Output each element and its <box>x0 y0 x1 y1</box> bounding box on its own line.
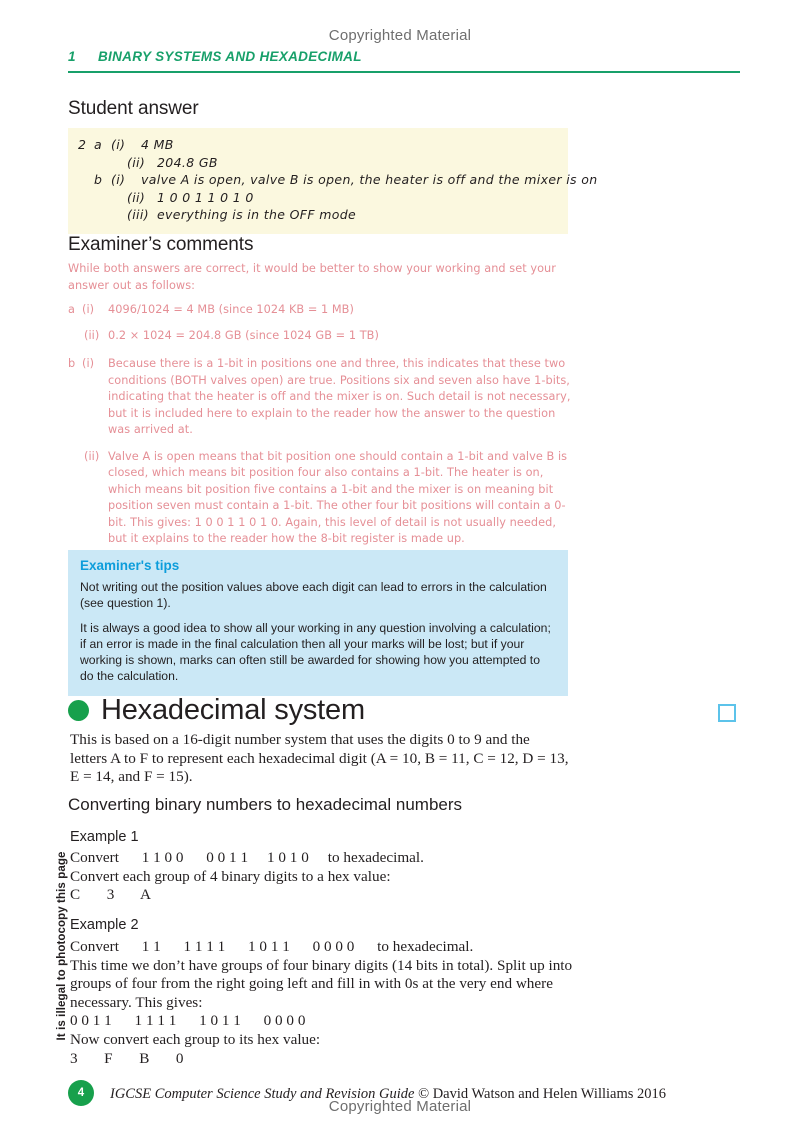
example1-heading: Example 1 <box>70 829 139 845</box>
examiner-tips-paragraph: Not writing out the position values above each digit can lead to errors in the calculation (see question 1). <box>80 580 547 610</box>
examiner-comment-item <box>68 328 578 345</box>
example1-hex-result: C 3 A <box>70 886 152 904</box>
comment-text: 4096/1024 = 4 MB (since 1024 KB = 1 MB) <box>108 303 354 316</box>
comment-text: 0.2 × 1024 = 204.8 GB (since 1024 GB = 1 TB) <box>108 328 379 342</box>
roman-label: (ii) <box>127 154 146 170</box>
student-answer-line <box>78 171 598 189</box>
example1-instruction: Convert each group of 4 binary digits to a hex value: <box>70 867 391 885</box>
topic-checkbox[interactable] <box>718 704 736 722</box>
example2-convert-line <box>70 938 590 957</box>
example2-padded-binary: 0 0 1 1 1 1 1 1 1 0 1 1 0 0 0 0 <box>70 1012 306 1030</box>
example2-heading: Example 2 <box>70 917 139 933</box>
roman-label: (ii) <box>84 449 100 463</box>
examiner-comments-body <box>68 261 578 557</box>
comment-text: Valve A is open means that bit position one should contain a 1-bit and valve B is closed, which means bit position four also contains a 1-bit. The heater is on, which means bit position five contains a 1-bit and the mixer is on meaning bit position seven must contain a 1-bit. The other four bit positions will contain a 0-bit. This gives: 1 0 0 1 1 0 1 0. Again, this level of detail is not usually needed, but it explains to the reader how the 8-bit register is made up. <box>108 449 568 545</box>
example2-binary: 1 1 1 1 1 1 1 0 1 1 0 0 0 0 <box>141 938 355 955</box>
chapter-title: BINARY SYSTEMS AND HEXADECIMAL <box>98 49 362 64</box>
question-number: 2 <box>78 137 87 152</box>
convert-label: Convert <box>70 938 119 955</box>
chapter-number: 1 <box>68 49 76 64</box>
photocopy-notice: It is illegal to photocopy this page <box>56 851 68 1041</box>
roman-label: (i) <box>111 172 126 187</box>
student-answer-line <box>78 136 558 154</box>
running-head-rule <box>68 71 740 73</box>
example1-body <box>70 849 590 905</box>
convert-label: Convert <box>70 849 119 866</box>
student-answer-line <box>78 206 558 224</box>
roman-label: (iii) <box>127 207 149 222</box>
footer-title: IGCSE Computer Science Study and Revision Guide <box>110 1086 415 1102</box>
convert-tail: to hexadecimal. <box>377 938 474 955</box>
footer-credit <box>110 1086 750 1103</box>
converting-subheading: Converting binary numbers to hexadecimal numbers <box>68 795 463 814</box>
part-letter: b <box>94 172 103 187</box>
examiner-tips-box <box>68 550 568 696</box>
answer-text: 4 MB <box>141 137 174 152</box>
example2-body <box>70 938 590 1068</box>
student-answer-heading: Student answer <box>68 98 199 119</box>
example2-instruction: Now convert each group to its hex value: <box>70 1030 321 1048</box>
answer-text: valve A is open, valve B is open, the heater is off and the mixer is on <box>141 172 598 187</box>
convert-tail: to hexadecimal. <box>327 849 424 866</box>
part-letter: a <box>68 303 75 316</box>
student-answer-line <box>78 189 558 207</box>
student-answer-lines <box>78 136 598 224</box>
answer-text: 204.8 GB <box>157 154 218 170</box>
examiner-tips-paragraph: It is always a good idea to show all your working in any question involving a calculation; if an error is made in the final calculation then all your marks will be lost; but if your working is shown, marks can often still be awarded for showing how you attempted to do the calculation. <box>80 621 551 683</box>
roman-label: (i) <box>82 303 95 316</box>
example1-binary: 1 1 0 0 0 0 1 1 1 0 1 0 <box>141 849 309 866</box>
roman-label: (i) <box>111 137 126 152</box>
green-bullet-icon <box>68 700 89 721</box>
examiner-comment-item <box>68 356 578 439</box>
example2-hex-result: 3 F B 0 <box>70 1049 184 1067</box>
answer-text: everything is in the OFF mode <box>157 207 357 222</box>
part-letter: b <box>68 357 76 370</box>
running-head <box>68 49 740 64</box>
roman-label: (i) <box>82 357 95 370</box>
roman-label: (ii) <box>84 328 100 342</box>
examiner-comments-intro: While both answers are correct, it would be better to show your working and set your answer out as follows: <box>68 262 556 292</box>
roman-label: (ii) <box>127 189 146 205</box>
footer-copyright: © David Watson and Helen Williams 2016 <box>418 1086 667 1102</box>
hexadecimal-intro <box>70 731 570 787</box>
watermark-bottom: Copyrighted Material <box>328 1098 472 1115</box>
examiner-tips-title: Examiner's tips <box>80 558 180 573</box>
watermark-top: Copyrighted Material <box>328 27 472 44</box>
page-number-badge: 4 <box>68 1080 94 1106</box>
student-answer-box <box>68 128 598 234</box>
examiner-comment-item <box>68 302 578 319</box>
hexadecimal-heading: Hexadecimal system <box>101 694 365 726</box>
answer-text: 1 0 0 1 1 0 1 0 <box>157 189 254 205</box>
example1-convert-line <box>70 849 590 868</box>
hexadecimal-heading-row <box>68 694 740 726</box>
part-letter: a <box>94 137 103 152</box>
hexadecimal-intro-text: This is based on a 16-digit number system that uses the digits 0 to 9 and the letters A to F to represent each hexadecimal digit (A = 10, B = 11, C = 12, D = 13, E = 14, and F = 15). <box>70 731 569 786</box>
student-answer-line <box>78 154 558 172</box>
comment-text: Because there is a 1-bit in positions one and three, this indicates that these two conditions (BOTH valves open) are true. Positions six and seven also have 1-bits, indicating that the heater is off and the mixer is on. Such detail is not necessary, but it is included here to explain to the reader how the answer to the question was arrived at. <box>108 357 571 436</box>
example2-explanation: This time we don’t have groups of four binary digits (14 bits in total). Split up into groups of four from the right going left and fill in with 0s at the very end where necessary. This gives: <box>70 956 573 1011</box>
examiner-comment-item <box>68 449 578 548</box>
examiner-comments-heading: Examiner’s comments <box>68 234 254 255</box>
